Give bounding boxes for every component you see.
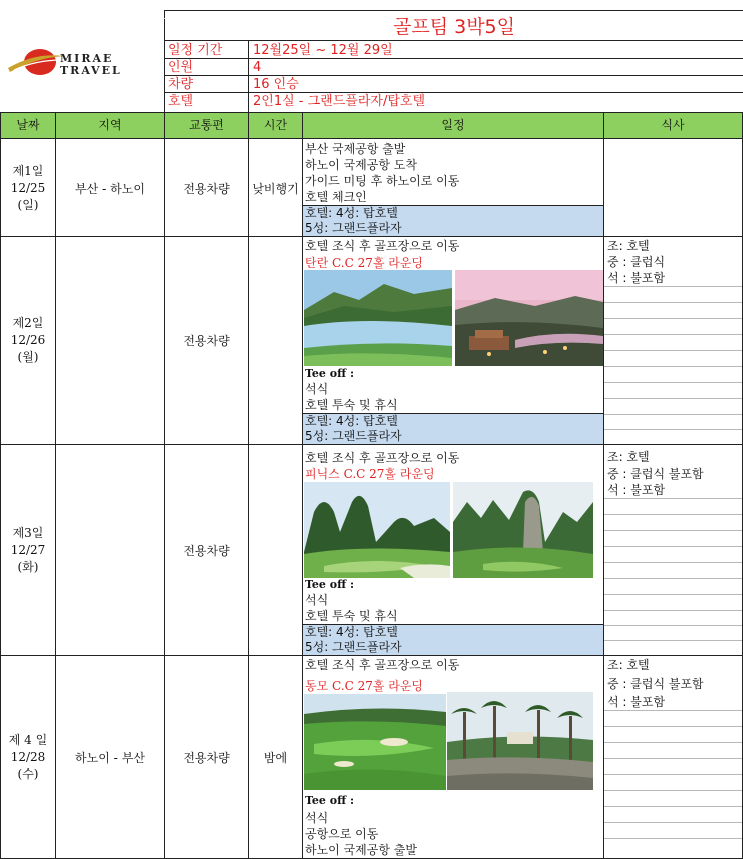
day2-meal-1: 조: 호텔 [607, 239, 650, 253]
day2-photo-resort [455, 270, 603, 366]
day1-region: 부산 - 하노이 [75, 181, 145, 196]
day1-schedule-2: 하노이 국제공항 도착 [305, 158, 417, 172]
day1-schedule-4: 호텔 체크인 [305, 190, 367, 204]
day3-hotel-2: 5성: 그랜드플라자 [305, 640, 402, 654]
day1-date-day: 12/25 [10, 180, 46, 195]
day2-meal-2: 중 : 클럽식 [607, 255, 666, 269]
day4-time: 밤에 [263, 750, 288, 765]
day1-hotel-box [303, 205, 603, 236]
day2-hotel-1: 호텔: 4성: 탑호텔 [305, 414, 398, 428]
info-value-vehicle: 16 인승 [253, 77, 299, 92]
logo-text-2: TRAVEL [60, 64, 122, 77]
logo [4, 40, 160, 90]
day4-schedule-top: 호텔 조식 후 골프장으로 이동 [305, 658, 460, 672]
day1-schedule-3: 가이드 미팅 후 하노이로 이동 [305, 174, 460, 188]
day4-round: 동모 C.C 27홀 라운딩 [305, 679, 424, 693]
day1-transport: 전용차량 [183, 181, 230, 196]
day3-date-weekday: (화) [17, 559, 39, 574]
day4-date-day: 12/28 [10, 749, 46, 764]
info-label-vehicle: 차량 [168, 77, 194, 92]
day4-schedule-b1: 석식 [305, 811, 329, 825]
day2-hotel-box [303, 413, 603, 444]
day1-schedule-1: 부산 국제공항 출발 [305, 142, 406, 156]
day4-date-weekday: (수) [17, 766, 39, 781]
day3-date-day: 12/27 [10, 542, 46, 557]
day1-date-weekday: (일) [17, 197, 39, 212]
day2-meal-3: 석 : 불포함 [607, 271, 666, 285]
day4-photo-course [304, 694, 446, 790]
day4-region: 하노이 - 부산 [75, 750, 145, 765]
header-schedule: 일정 [302, 112, 604, 139]
day2-schedule-b1: 석식 [305, 382, 329, 396]
day4-meal-3: 석 : 불포함 [607, 695, 666, 709]
day3-tee: Tee off : [305, 578, 355, 591]
day3-schedule-b1: 석식 [305, 593, 329, 607]
day2-date-weekday: (월) [17, 350, 39, 364]
day3-date [1, 445, 55, 655]
info-value-hotel: 2인1실 - 그랜드플라자/탑호텔 [253, 94, 426, 109]
info-label-people: 인원 [168, 60, 194, 75]
header-meals: 식사 [603, 112, 743, 139]
header-date: 날짜 [0, 112, 56, 139]
day4-tee: Tee off : [305, 794, 355, 807]
day2-transport: 전용차량 [183, 334, 230, 348]
day3-schedule-b2: 호텔 투숙 및 휴식 [305, 609, 398, 623]
day4-date-label: 제 4 일 [8, 732, 48, 747]
info-value-period: 12월25일 ~ 12월 29일 [253, 43, 393, 58]
day2-photo-lake [304, 270, 452, 366]
day1-date-label: 제1일 [12, 163, 44, 178]
day2-schedule-b2: 호텔 투숙 및 휴식 [305, 398, 398, 412]
day3-schedule-top: 호텔 조식 후 골프장으로 이동 [305, 451, 460, 465]
day3-photo-karst-right [453, 482, 593, 578]
logo-swoosh-icon [6, 42, 66, 82]
day3-hotel-1: 호텔: 4성: 탑호텔 [305, 625, 398, 639]
day2-date-label: 제2일 [12, 316, 44, 330]
day3-photo-karst-left [304, 482, 450, 578]
day3-date-label: 제3일 [12, 525, 44, 540]
day2-date [1, 237, 55, 444]
day2-round: 탄란 C.C 27홀 라운딩 [305, 256, 424, 270]
header-transport: 교통편 [164, 112, 249, 139]
day2-date-day: 12/26 [10, 333, 46, 347]
day4-photo-palms [447, 692, 593, 790]
logo-text-1: MIRAE [60, 52, 114, 65]
day4-schedule-b3: 하노이 국제공항 출발 [305, 843, 417, 857]
info-value-people: 4 [253, 60, 262, 75]
day2-tee: Tee off : [305, 367, 355, 380]
info-label-hotel: 호텔 [168, 94, 194, 109]
day3-meal-3: 석 : 불포함 [607, 483, 666, 497]
header-time: 시간 [248, 112, 303, 139]
day4-schedule-b2: 공항으로 이동 [305, 827, 379, 841]
day3-meal-1: 조: 호텔 [607, 450, 650, 464]
info-label-period: 일정 기간 [168, 43, 223, 58]
day4-date [1, 656, 55, 858]
day1-hotel-2: 5성: 그랜드플라자 [305, 221, 402, 235]
header-region: 지역 [55, 112, 165, 139]
day1-date [1, 140, 55, 236]
day3-hotel-box [303, 624, 603, 655]
day3-meal-2: 중 : 클럽식 불포함 [607, 467, 704, 481]
day1-time: 낮비행기 [252, 181, 299, 196]
day4-meal-1: 조: 호텔 [607, 658, 650, 672]
day2-hotel-2: 5성: 그랜드플라자 [305, 429, 402, 443]
day4-transport: 전용차량 [183, 750, 230, 765]
day2-schedule-top: 호텔 조식 후 골프장으로 이동 [305, 239, 460, 253]
day3-round: 피닉스 C.C 27홀 라운딩 [305, 467, 435, 481]
day3-transport: 전용차량 [183, 543, 230, 558]
day1-hotel-1: 호텔: 4성: 탑호텔 [305, 206, 398, 220]
day4-meal-2: 중 : 클럽식 불포함 [607, 677, 704, 691]
page-title: 골프팀 3박5일 [393, 15, 515, 38]
